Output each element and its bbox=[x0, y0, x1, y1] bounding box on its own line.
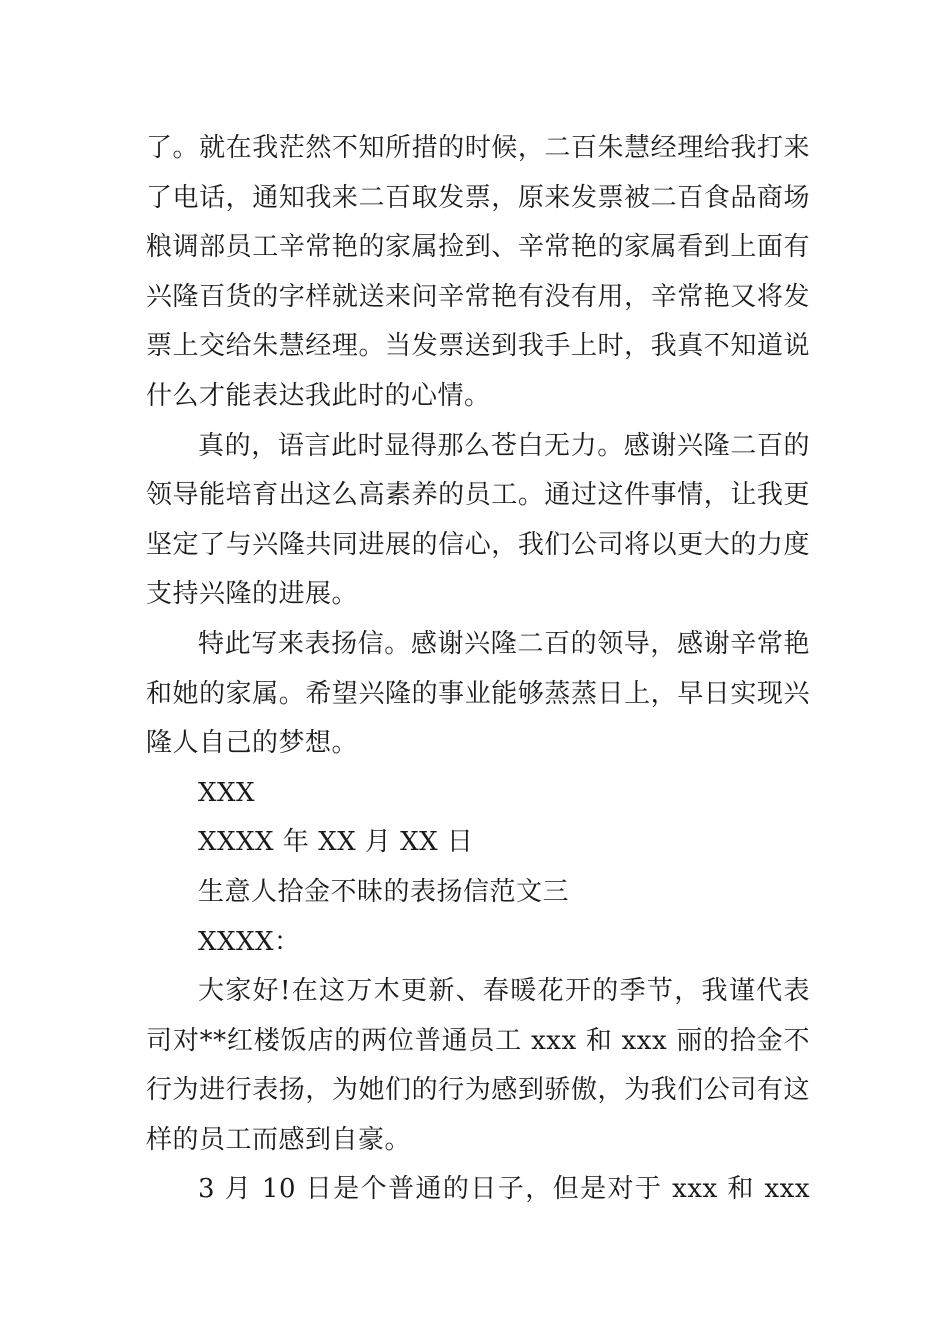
section-title: 生意人拾金不昧的表扬信范文三 bbox=[198, 876, 570, 907]
text-line: 和她的家属。希望兴隆的事业能够蒸蒸日上，早日实现兴 bbox=[146, 678, 810, 709]
paragraph-start-line: 特此写来表扬信。感谢兴隆二百的领导，感谢辛常艳 bbox=[198, 628, 810, 659]
text-line: 什么才能表达我此时的心情。 bbox=[146, 380, 491, 411]
text-line: 领导能培育出这么高素养的员工。通过这件事情，让我更 bbox=[146, 480, 810, 511]
paragraph-start-line: 真的，语言此时显得那么苍白无力。感谢兴隆二百的 bbox=[198, 430, 810, 461]
letter-body bbox=[146, 124, 810, 1215]
text-line: 行为进行表扬，为她们的行为感到骄傲，为我们公司有这 bbox=[146, 1075, 810, 1106]
text-line: 样的员工而感到自豪。 bbox=[146, 1124, 412, 1155]
text-line: 支持兴隆的进展。 bbox=[146, 579, 359, 610]
signature-name: XXX bbox=[198, 777, 256, 808]
text-line: 了。就在我茫然不知所措的时候，二百朱慧经理给我打来 bbox=[146, 133, 810, 163]
text-line: 了电话，通知我来二百取发票，原来发票被二百食品商场 bbox=[146, 182, 810, 213]
text-line: 票上交给朱慧经理。当发票送到我手上时，我真不知道说 bbox=[146, 331, 810, 362]
text-line: 司对**红楼饭店的两位普通员工 xxx 和 xxx 丽的拾金不 bbox=[146, 1025, 810, 1056]
text-line: 兴隆百货的字样就送来问辛常艳有没有用，辛常艳又将发 bbox=[146, 281, 810, 312]
signature-date: XXXX 年 XX 月 XX 日 bbox=[198, 827, 474, 858]
text-line: 隆人自己的梦想。 bbox=[146, 728, 359, 759]
text-line: 坚定了与兴隆共同进展的信心，我们公司将以更大的力度 bbox=[146, 529, 810, 560]
paragraph-start-line: 3 月 10 日是个普通的日子，但是对于 xxx 和 xxx bbox=[198, 1174, 810, 1205]
paragraph-start-line: 大家好!在这万木更新、春暖花开的季节，我谨代表 bbox=[198, 976, 810, 1007]
text-line: 粮调部员工辛常艳的家属捡到、辛常艳的家属看到上面有 bbox=[146, 232, 810, 263]
salutation: XXXX： bbox=[198, 926, 301, 957]
